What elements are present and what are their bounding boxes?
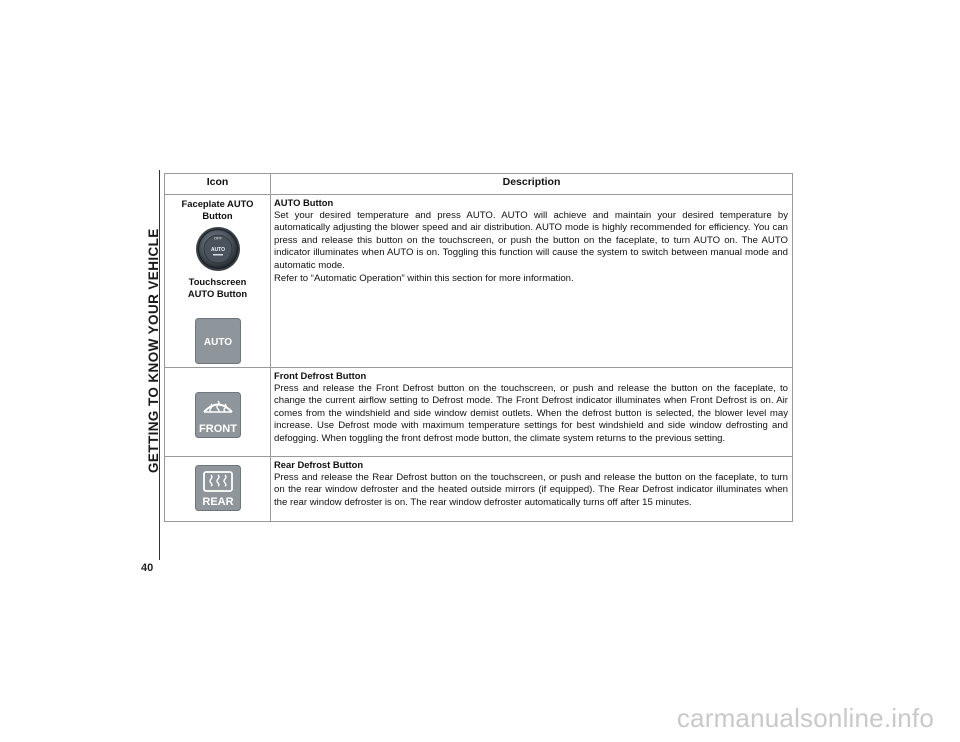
table-row — [165, 457, 793, 522]
front-defrost-icon — [195, 392, 241, 438]
auto-title: AUTO Button — [274, 197, 334, 208]
description-cell — [271, 368, 793, 457]
page-number: 40 — [141, 562, 154, 574]
icon-cell — [165, 368, 271, 457]
icon-cell — [165, 457, 271, 522]
icon-cell — [165, 195, 271, 368]
section-divider — [159, 170, 160, 560]
rear-defrost-icon — [195, 465, 241, 511]
header-description: Description — [271, 174, 793, 195]
front-defrost-title: Front Defrost Button — [274, 370, 367, 381]
description-cell — [271, 457, 793, 522]
section-title: GETTING TO KNOW YOUR VEHICLE — [146, 228, 161, 473]
knob-off-text: OFF — [213, 235, 222, 241]
table-row — [165, 368, 793, 457]
table-header-row — [165, 174, 793, 195]
touchscreen-auto-label: Touchscreen AUTO Button — [187, 276, 248, 299]
climate-controls-table — [164, 173, 793, 522]
rear-defrost-title: Rear Defrost Button — [274, 459, 364, 470]
auto-tile-text: AUTO — [203, 337, 232, 348]
auto-description: Set your desired temperature and press AUTO. AUTO will achieve and maintain your desired temperature by automatically adjusting the blower speed and air distribution. AUTO mode is highly recommended for efficiency. You can press and release this button on the touchscreen, or push the button on the faceplate, to turn AUTO on. The AUTO indicator illuminates when AUTO is on. Toggling this function will cause the system to switch between manual mode and automatic mode. — [274, 209, 788, 271]
auto-note: Refer to “Automatic Operation” within this section for more information. — [274, 272, 574, 284]
rear-defrost-description: Press and release the Rear Defrost button on the touchscreen, or push and release the button on the faceplate, to turn on the rear window defroster and the heated outside mirrors (if equipped). The Rear Defrost indicator illuminates when the rear window defroster is on. The rear window defroster automatically turns off after 15 minutes. — [274, 471, 788, 508]
description-cell — [271, 195, 793, 368]
watermark: carmanualsonline.info — [676, 703, 934, 733]
front-defrost-description: Press and release the Front Defrost button on the touchscreen, or push and release the button on the faceplate, to change the current airflow setting to Defrost mode. The Front Defrost indicator illuminates when Front Defrost is on. Air comes from the windshield and side window demist outlets. When the defrost button is selected, the blower level may increase. Use Defrost mode with maximum temperature settings for best windshield and side window defrosting and defogging. When toggling the front defrost mode button, the climate system returns to the previous setting. — [274, 382, 788, 444]
auto-touchscreen-icon — [195, 318, 241, 364]
auto-faceplate-knob-icon — [195, 226, 241, 272]
knob-auto-text: AUTO — [210, 247, 225, 253]
header-icon: Icon — [165, 174, 271, 195]
table-row — [165, 195, 793, 368]
faceplate-auto-label: Faceplate AUTO Button — [181, 198, 254, 221]
rear-tile-text: REAR — [201, 496, 234, 508]
front-tile-text: FRONT — [198, 423, 237, 435]
